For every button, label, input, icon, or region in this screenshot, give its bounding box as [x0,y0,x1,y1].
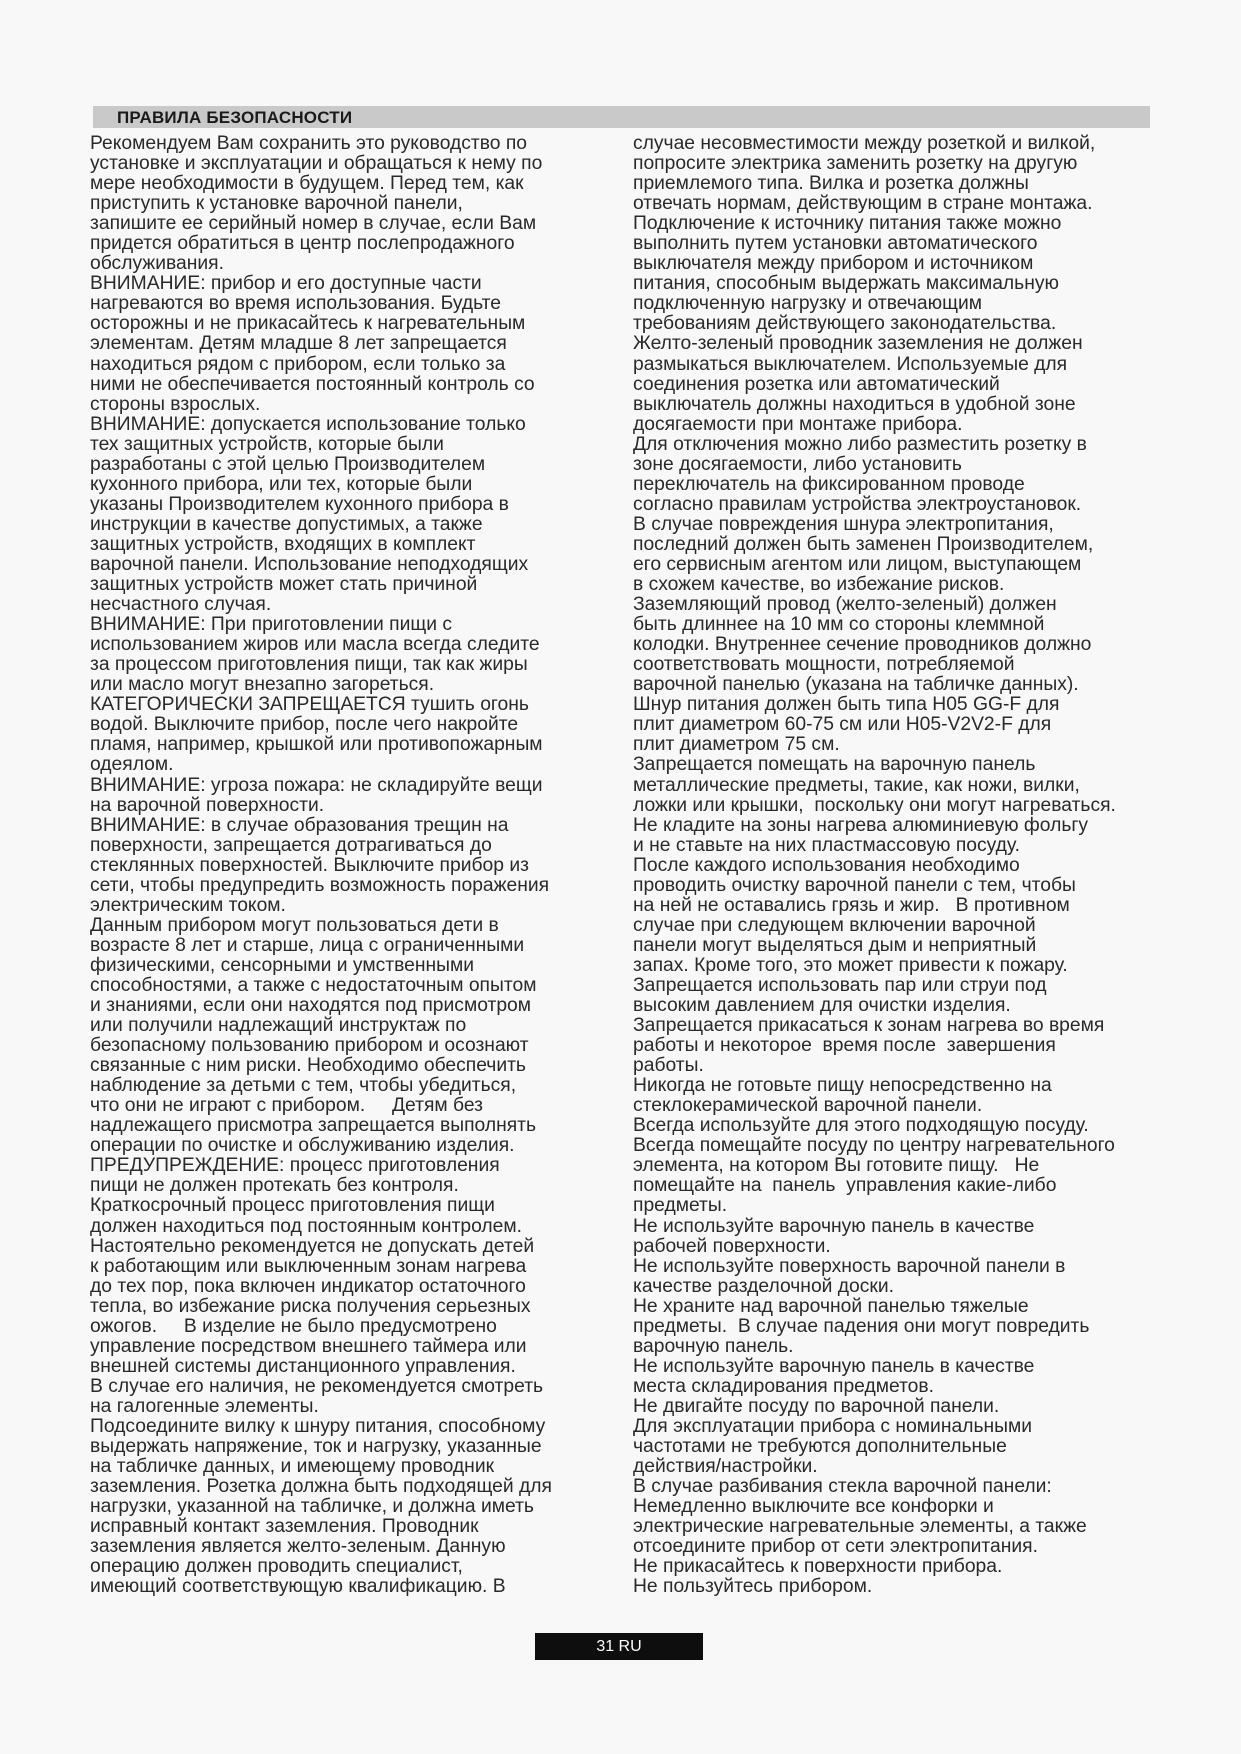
text-line: защитных устройств, входящих в комплект [90,533,476,555]
text-line: отсоедините прибор от сети электропитания. [633,1536,1038,1558]
text-line: зоне досягаемости, либо установить [633,453,962,475]
text-line: электрические нагревательные элементы, а также [633,1516,1087,1538]
text-line: КАТЕГОРИЧЕСКИ ЗАПРЕЩАЕТСЯ тушить огонь [90,694,529,716]
text-line: на ней не оставались грязь и жир. В противном [633,894,1070,916]
text-line: осторожны и не прикасайтесь к нагревательным [90,313,526,335]
text-line: ВНИМАНИЕ: При приготовлении пищи с [90,614,452,636]
text-line: операцию должен проводить специалист, [90,1556,463,1578]
text-line: мере необходимости в будущем. Перед тем, как [90,173,524,195]
text-line: требованиям действующего законодательства. [633,313,1057,335]
text-line: работы и некоторое время после завершения [633,1035,1056,1057]
text-line: Желто-зеленый проводник заземления не должен [633,333,1083,355]
text-line: качестве разделочной доски. [633,1275,894,1297]
text-line: Запрещается использовать пар или струи под [633,974,1047,996]
text-line: колодки. Внутреннее сечение проводников должно [633,634,1092,656]
text-line: выдержать напряжение, ток и нагрузку, указанные [90,1436,542,1458]
text-line: установке и эксплуатации и обращаться к нему по [90,153,543,175]
text-line: запишите ее серийный номер в случае, если Вам [90,213,537,235]
text-line: ложки или крышки, поскольку они могут нагреваться. [633,794,1116,816]
text-line: места складирования предметов. [633,1375,935,1397]
text-line: помещайте на панель управления какие-либо [633,1175,1057,1197]
text-line: переключатель на фиксированном проводе [633,473,1025,495]
text-line: плит диаметром 75 см. [633,734,840,756]
text-line: водой. Выключите прибор, после чего накройте [90,714,519,736]
text-line: приступить к установке варочной панели, [90,193,463,215]
text-line: стеклокерамической варочной панели. [633,1095,983,1117]
text-line: до тех пор, пока включен индикатор остаточного [90,1275,526,1297]
text-line: стороны взрослых. [90,393,261,415]
text-line: соответствовать мощности, потребляемой [633,654,1015,676]
text-line: пламя, например, крышкой или противопожарным [90,734,543,756]
text-line: ВНИМАНИЕ: в случае образования трещин на [90,814,509,836]
text-line: и не ставьте на них пластмассовую посуду. [633,834,1020,856]
text-line: действия/настройки. [633,1456,818,1478]
text-line: Для отключения можно либо разместить розетку в [633,433,1087,455]
text-line: панели могут выделяться дым и неприятный [633,934,1037,956]
text-line: элемента, на котором Вы готовите пищу. Не [633,1155,1040,1177]
section-title: ПРАВИЛА БЕЗОПАСНОСТИ [117,108,353,127]
text-line: поверхности, запрещается дотрагиваться до [90,834,492,856]
text-line: выключателя между прибором и источником [633,253,1034,275]
text-line: В случае его наличия, не рекомендуется смотреть [90,1375,544,1397]
text-line: придется обратиться в центр послепродажного [90,233,515,255]
text-line: Не используйте варочную панель в качестве [633,1215,1035,1237]
text-line: ожогов. В изделие не было предусмотрено [90,1315,497,1337]
text-line: Запрещается прикасаться к зонам нагрева во время [633,1015,1105,1037]
text-line: тепла, во избежание риска получения серьезных [90,1295,531,1317]
text-line: одеялом. [90,754,174,776]
text-line: Не кладите на зоны нагрева алюминиевую фольгу [633,814,1089,836]
text-line: В случае разбивания стекла варочной панели: [633,1476,1052,1498]
text-line: исправный контакт заземления. Проводник [90,1516,479,1538]
text-line: обслуживания. [90,253,224,275]
text-line: варочной панелью (указана на табличке данных). [633,674,1079,696]
text-line: размыкаться выключателем. Используемые для [633,353,1068,375]
text-line: В случае повреждения шнура электропитания, [633,513,1054,535]
text-line: указаны Производителем кухонного прибора в [90,493,509,515]
text-line: способностями, а также с недостаточным опытом [90,974,537,996]
text-line: предметы. [633,1195,728,1217]
text-line: металлические предметы, такие, как ножи, вилки, [633,774,1080,796]
text-line: выключатель должны находиться в удобной зоне [633,393,1076,415]
text-line: нагреваются во время использования. Будьте [90,293,502,315]
text-line: Запрещается помещать на варочную панель [633,754,1036,776]
text-line: Подключение к источнику питания также можно [633,213,1062,235]
text-line: Никогда не готовьте пищу непосредственно на [633,1075,1052,1097]
text-line: плит диаметром 60-75 см или H05-V2V2-F для [633,714,1052,736]
text-line: Немедленно выключите все конфорки и [633,1496,994,1518]
text-line: операции по очистке и обслуживанию изделия. [90,1135,515,1157]
text-line: высоким давлением для очистки изделия. [633,995,1011,1017]
text-line: заземления является желто-зеленым. Данную [90,1536,506,1558]
text-line: электрическим током. [90,894,286,916]
text-line: к работающим или выключенным зонам нагрева [90,1255,527,1277]
text-line: попросите электрика заменить розетку на другую [633,153,1078,175]
text-line: инструкции в качестве допустимых, а также [90,513,483,535]
text-line: безопасному пользованию прибором и осознают [90,1035,529,1057]
text-line: элементам. Детям младше 8 лет запрещается [90,333,507,355]
text-line: что они не играют с прибором. Детям без [90,1095,483,1117]
text-line: защитных устройств может стать причиной [90,574,478,596]
text-line: физическими, сенсорными и умственными [90,954,475,976]
text-line: проводить очистку варочной панели с тем, чтобы [633,874,1076,896]
text-line: Рекомендуем Вам сохранить это руководство по [90,133,527,154]
text-line: Настоятельно рекомендуется не допускать детей [90,1235,535,1257]
text-line: рабочей поверхности. [633,1235,831,1257]
text-line: пищи не должен протекать без контроля. [90,1175,459,1197]
text-line: ВНИМАНИЕ: допускается использование только [90,413,526,435]
text-line: отвечать нормам, действующим в стране монтажа. [633,193,1093,215]
text-line: соединения розетка или автоматический [633,373,1000,395]
text-line: внешней системы дистанционного управления. [90,1355,516,1377]
text-line: на галогенные элементы. [90,1395,319,1417]
left-column [90,134,610,1597]
text-line: согласно правилам устройства электроустановок. [633,493,1082,515]
text-line: Данным прибором могут пользоваться дети в [90,914,499,936]
text-line: возрасте 8 лет и старше, лица с ограниченными [90,934,525,956]
text-line: Заземляющий провод (желто-зеленый) должен [633,594,1057,616]
text-line: Для эксплуатации прибора с номинальными [633,1416,1033,1437]
text-line: частотами не требуются дополнительные [633,1436,1007,1458]
text-line: или масло могут внезапно загореться. [90,674,435,696]
text-line: несчастного случая. [90,594,272,616]
text-line: варочную панель. [633,1335,794,1357]
text-line: надлежащего присмотра запрещается выполнять [90,1115,537,1137]
text-line: имеющий соответствующую квалификацию. В [90,1576,506,1598]
text-line: наблюдение за детьми с тем, чтобы убедиться, [90,1075,517,1097]
text-line: ВНИМАНИЕ: прибор и его доступные части [90,273,482,295]
text-line: Не пользуйтесь прибором. [633,1576,873,1598]
text-line: подключенную нагрузку и отвечающим [633,293,982,315]
text-line: за процессом приготовления пищи, так как жиры [90,654,528,676]
text-line: последний должен быть заменен Производителем, [633,533,1094,555]
text-line: Не используйте поверхность варочной панели в [633,1255,1066,1277]
text-line: приемлемого типа. Вилка и розетка должны [633,173,1029,195]
text-line: запах. Кроме того, это может привести к пожару. [633,954,1068,976]
text-line: использованием жиров или масла всегда следите [90,634,540,656]
text-line: связанные с ним риски. Необходимо обеспечить [90,1055,526,1077]
text-line: и знаниями, если они находятся под присмотром [90,995,532,1017]
text-line: управление посредством внешнего таймера или [90,1335,527,1357]
text-line: Не используйте варочную панель в качестве [633,1355,1035,1377]
text-line: или получили надлежащий инструктаж по [90,1015,467,1037]
text-line: на табличке данных, и имеющему проводник [90,1456,495,1478]
text-line: досягаемости при монтаже прибора. [633,413,963,435]
text-line: Не храните над варочной панелью тяжелые [633,1295,1029,1317]
text-line: стеклянных поверхностей. Выключите прибор из [90,854,529,876]
page-number: 31 RU [535,1633,703,1660]
text-line: ПРЕДУПРЕЖДЕНИЕ: процесс приготовления [90,1155,500,1177]
text-line: Не двигайте посуду по варочной панели. [633,1395,1000,1417]
text-line: заземления. Розетка должна быть подходящей для [90,1476,552,1498]
text-line: Всегда используйте для этого подходящую посуду. [633,1115,1089,1137]
text-line: После каждого использования необходимо [633,854,1020,876]
text-line: на варочной поверхности. [90,794,325,816]
text-line: Шнур питания должен быть типа H05 GG-F для [633,694,1060,716]
text-line: предметы. В случае падения они могут повредить [633,1315,1090,1337]
text-line: ними не обеспечивается постоянный контроль со [90,373,535,395]
text-line: Краткосрочный процесс приготовления пищи [90,1195,495,1217]
text-line: питания, способным выдержать максимальную [633,273,1059,295]
text-line: случае при следующем включении варочной [633,914,1036,936]
text-line: Всегда помещайте посуду по центру нагревательного [633,1135,1115,1157]
right-column [633,134,1158,1597]
text-line: Подсоедините вилку к шнуру питания, способному [90,1416,546,1437]
text-line: Не прикасайтесь к поверхности прибора. [633,1556,1003,1578]
text-line: выполнить путем установки автоматического [633,233,1038,255]
text-line: тех защитных устройств, которые были [90,433,444,455]
text-line: его сервисным агентом или лицом, выступающем [633,553,1082,575]
text-line: работы. [633,1055,704,1077]
text-line: разработаны с этой целью Производителем [90,453,486,475]
text-line: нагрузки, указанной на табличке, и должна иметь [90,1496,534,1518]
text-line: ВНИМАНИЕ: угроза пожара: не складируйте вещи [90,774,543,796]
text-line: случае несовместимости между розеткой и вилкой, [633,133,1096,154]
text-line: быть длиннее на 10 мм со стороны клеммной [633,614,1045,636]
text-line: в схожем качестве, во избежание рисков. [633,574,1005,596]
text-line: должен находиться под постоянным контролем. [90,1215,523,1237]
text-line: находиться рядом с прибором, если только за [90,353,506,375]
text-line: кухонного прибора, или тех, которые были [90,473,473,495]
text-line: сети, чтобы предупредить возможность поражения [90,874,550,896]
text-line: варочной панели. Использование неподходящих [90,553,529,575]
